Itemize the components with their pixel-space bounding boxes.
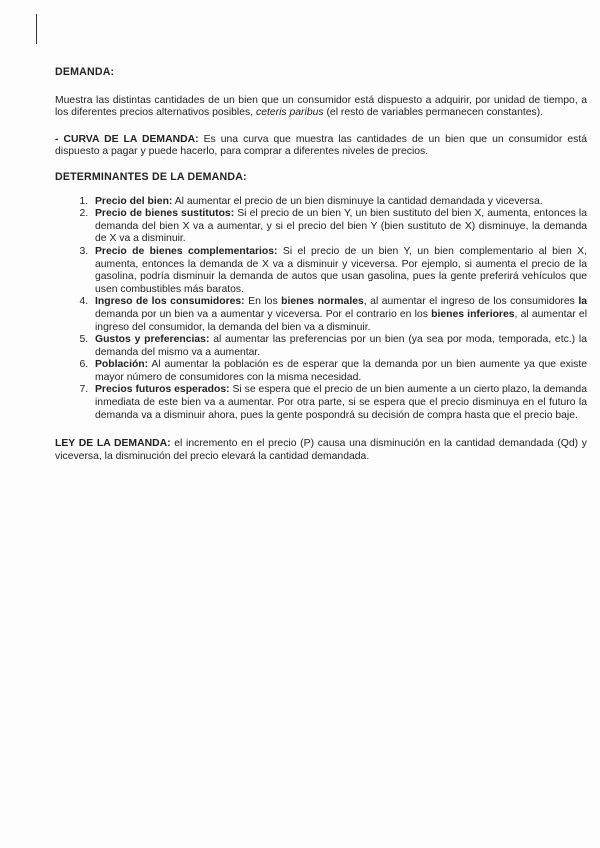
item-label: Precio de bienes sustitutos: (95, 208, 235, 220)
list-item (91, 246, 587, 296)
item-text: demanda por un bien va a aumentar y viceversa. Por el contrario en los (95, 308, 432, 320)
item-text: Si el precio de un bien Y, un bien complementario al bien X, aumenta, entonces la demanda de X va a disminuir y viceversa. Por ejemplo, si aumenta el precio de la gasolina, podría disminuir la demanda de autos que usan gasolina, pues la gente preferirá vehículos que usen combustibles más baratos. (95, 245, 587, 295)
margin-mark (36, 14, 37, 44)
curva-text: Es una curva que muestra las cantidades de un bien que un consumidor está dispuesto a pagar y puede hacerlo, para comprar a diferentes niveles de precios. (55, 133, 588, 158)
item-label: Precio de bienes complementarios: (95, 245, 278, 257)
item-label: Gustos y preferencias: (95, 334, 210, 346)
determinantes-heading: DETERMINANTES DE LA DEMANDA: (55, 170, 247, 183)
ley-definition (55, 438, 587, 463)
item-label: Precio del bien: (95, 195, 173, 207)
item-label: Población: (95, 359, 149, 371)
item-label: Ingreso de los consumidores: (95, 296, 245, 308)
demanda-definition (55, 95, 587, 120)
document-body (55, 66, 587, 463)
item-text: Si se espera que el precio de un bien aumente a un cierto plazo, la demanda inmediata de este bien va a aumentar. Por otra parte, si se espera que el precio disminuya en el futuro la demanda va a disminuir ahora, pues la gente pospondrá su decisión de compra hasta que el precio baje. (95, 384, 587, 421)
bienes-inferiores: bienes inferiores (431, 308, 515, 320)
list-item (91, 359, 587, 384)
item-text: En los (244, 296, 282, 308)
list-item (91, 196, 587, 209)
item-text: al aumentar las preferencias por un bien (ya sea por moda, temporada, etc.) la demanda del mismo va a aumentar. (95, 334, 587, 358)
list-item (91, 334, 587, 359)
item-text: , al aumentar el ingreso del consumidor, la demanda del bien va a disminuir. (95, 308, 588, 333)
item-text: Si el precio de un bien Y, un bien sustituto del bien X, aumenta, entonces la demanda del bien X va a aumentar, y si el precio del bien Y (bien sustituto de X) disminuye, la demanda de X va a disminuir. (95, 208, 587, 245)
demanda-heading: DEMANDA: (55, 66, 115, 78)
list-item (91, 208, 587, 246)
list-item (91, 384, 587, 422)
bienes-normales: bienes normales (281, 296, 364, 308)
item-bold-la: la (578, 296, 588, 308)
item-text: Al aumentar el precio de un bien disminuye la cantidad demandada y viceversa. (172, 195, 543, 207)
ceteris-paribus: ceteris paribus (256, 107, 324, 119)
curva-definition (55, 134, 587, 159)
ley-label: LEY DE LA DEMANDA: (55, 438, 171, 450)
determinantes-list (55, 196, 587, 423)
ley-text: el incremento en el precio (P) causa una disminución en la cantidad demandada (Qd) y viceversa, la disminución del precio elevará la cantidad demandada. (55, 438, 587, 462)
demanda-text-a: Muestra las distintas cantidades de un bien que un consumidor está dispuesto a adquirir, por unidad de tiempo, a los diferentes precios alternativos posibles, (55, 94, 587, 119)
demanda-text-b: (el resto de variables permanecen constantes). (323, 107, 544, 119)
curva-label: - CURVA DE LA DEMANDA: (55, 133, 199, 145)
list-item (91, 296, 587, 334)
item-text: , al aumentar el ingreso de los consumidores (363, 296, 579, 308)
item-text: Al aumentar la población es de esperar que la demanda por un bien aumente ya que existe mayor número de consumidores con la misma necesidad. (95, 359, 587, 383)
item-label: Precios futuros esperados: (95, 384, 230, 396)
